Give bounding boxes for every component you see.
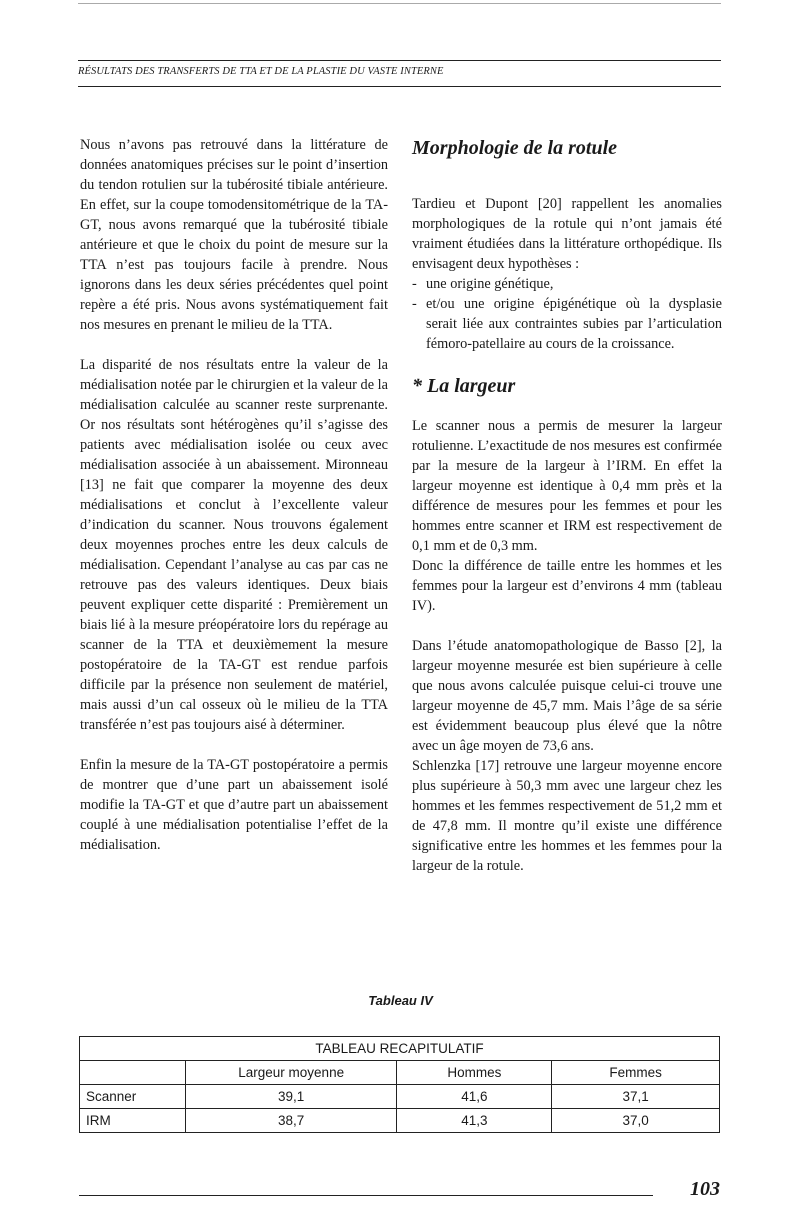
table-row-label: IRM: [80, 1109, 186, 1133]
right-column: [412, 136, 722, 896]
section-title: Morphologie de la rotule: [412, 137, 618, 159]
paragraph: Le scanner nous a permis de mesurer la largeur rotulienne. L’exactitude de nos mesures est confirmée par la mesure de la largeur à l’IRM. En effet la largeur moyenne est identique à 0,4 mm près et la différence de mesures pour les femmes et pour les hommes entre scanner et IRM est respectivement de 0,1 mm et de 0,3 mm.: [412, 418, 722, 554]
hypotheses-list: [412, 274, 722, 354]
table-cell: 41,6: [397, 1085, 552, 1109]
paragraph: Nous n’avons pas retrouvé dans la littérature de données anatomiques précises sur le point d’insertion du tendon rotulien sur la tubérosité tibiale antérieure. En effet, sur la coupe tomodensitométrique de la TA-GT, nous avons remarqué que la tubérosité tibiale antérieure et que le choix du point de mesure sur la TTA n’est pas toujours facile à prendre. Nous ignorons dans les deux séries précédentes quel point repère a été pris. Nous avons systématiquement fait nos mesures en prenant le milieu de la TTA.: [80, 137, 388, 333]
table-cell: 37,1: [552, 1085, 720, 1109]
page-number: 103: [690, 1178, 720, 1200]
table-header-cell: [80, 1061, 186, 1085]
table-cell: 38,7: [185, 1109, 397, 1133]
paragraph: Tardieu et Dupont [20] rappellent les anomalies morphologiques de la rotule qui n’ont jamais été vraiment étudiées dans la littérature orthopédique. Ils envisagent deux hypothèses :: [412, 196, 722, 272]
table-header-cell: Largeur moyenne: [185, 1061, 397, 1085]
table-caption: Tableau IV: [368, 993, 433, 1008]
paragraph: Schlenzka [17] retrouve une largeur moyenne encore plus supérieure à 50,3 mm avec une largeur chez les hommes et les femmes respectivement de 51,2 mm et de 47,8 mm. Il montre qu’il existe une différence significative entre les hommes et les femmes pour la largeur de la rotule.: [412, 758, 722, 874]
header-rule-top: [78, 60, 721, 61]
table-header-row: [80, 1061, 720, 1085]
table-title-row: [80, 1037, 720, 1061]
table-header-cell: Hommes: [397, 1061, 552, 1085]
table-row-label: Scanner: [80, 1085, 186, 1109]
list-item: - une origine génétique,: [412, 274, 722, 294]
left-column: [80, 135, 388, 875]
table-row: [80, 1109, 720, 1133]
paragraph: La disparité de nos résultats entre la valeur de la médialisation notée par le chirurgien et la valeur de la médialisation calculée au scanner reste surprenante. Or nos résultats sont hétérogènes qu’il s’agisse des patients avec médialisation isolée ou ceux avec médialisation associée à un abaissement. Mironneau [13] ne fait que comparer la moyenne des deux médialisations et conclut à l’excellente valeur d’indication du scanner. Nous trouvons également deux moyennes proches entre les deux calculs de médialisation. Cependant l’analyse au cas par cas ne retrouve pas des valeurs identiques. Deux biais peuvent expliquer cette disparité : Premièrement un biais lié à la mesure préopératoire lors du repérage au scanner de la TTA et deuxièmement la mesure postopératoire de la TA-GT est rendue parfois difficile par la présence non seulement de matériel, mais aussi d’un cal osseux où le milieu de la TTA transférée n’est pas toujours aisé à déterminer.: [80, 357, 388, 733]
paragraph: Enfin la mesure de la TA-GT postopératoire a permis de montrer que d’une part un abaissement isolé modifie la TA-GT et que d’autre part un abaissement couplé à une médialisation potentialise l’effet de la médialisation.: [80, 757, 388, 853]
table-header-cell: Femmes: [552, 1061, 720, 1085]
paragraph: Donc la différence de taille entre les hommes et les femmes pour la largeur est d’environs 4 mm (tableau IV).: [412, 558, 722, 614]
table-cell: 37,0: [552, 1109, 720, 1133]
table-cell: 41,3: [397, 1109, 552, 1133]
running-header: RÉSULTATS DES TRANSFERTS DE TTA ET DE LA PLASTIE DU VASTE INTERNE: [78, 66, 444, 77]
paragraph: Dans l’étude anatomopathologique de Basso [2], la largeur moyenne mesurée est bien supérieure à celle que nous avons calculée puisque celui-ci trouve une largeur moyenne de 45,7 mm. Mais l’âge de sa série est évidemment beaucoup plus élevé que la nôtre avec un âge moyen de 73,6 ans.: [412, 638, 722, 754]
footer-rule: [79, 1195, 653, 1196]
table-cell: 39,1: [185, 1085, 397, 1109]
summary-table: [79, 1036, 720, 1133]
table-title: TABLEAU RECAPITULATIF: [80, 1037, 720, 1061]
subsection-title: * La largeur: [412, 375, 516, 397]
header-rule-bottom: [78, 86, 721, 87]
table-row: [80, 1085, 720, 1109]
top-edge-rule: [78, 3, 721, 4]
list-item: - et/ou une origine épigénétique où la dysplasie serait liée aux contraintes subies par l’articulation fémoro-patellaire au cours de la croissance.: [412, 294, 722, 354]
